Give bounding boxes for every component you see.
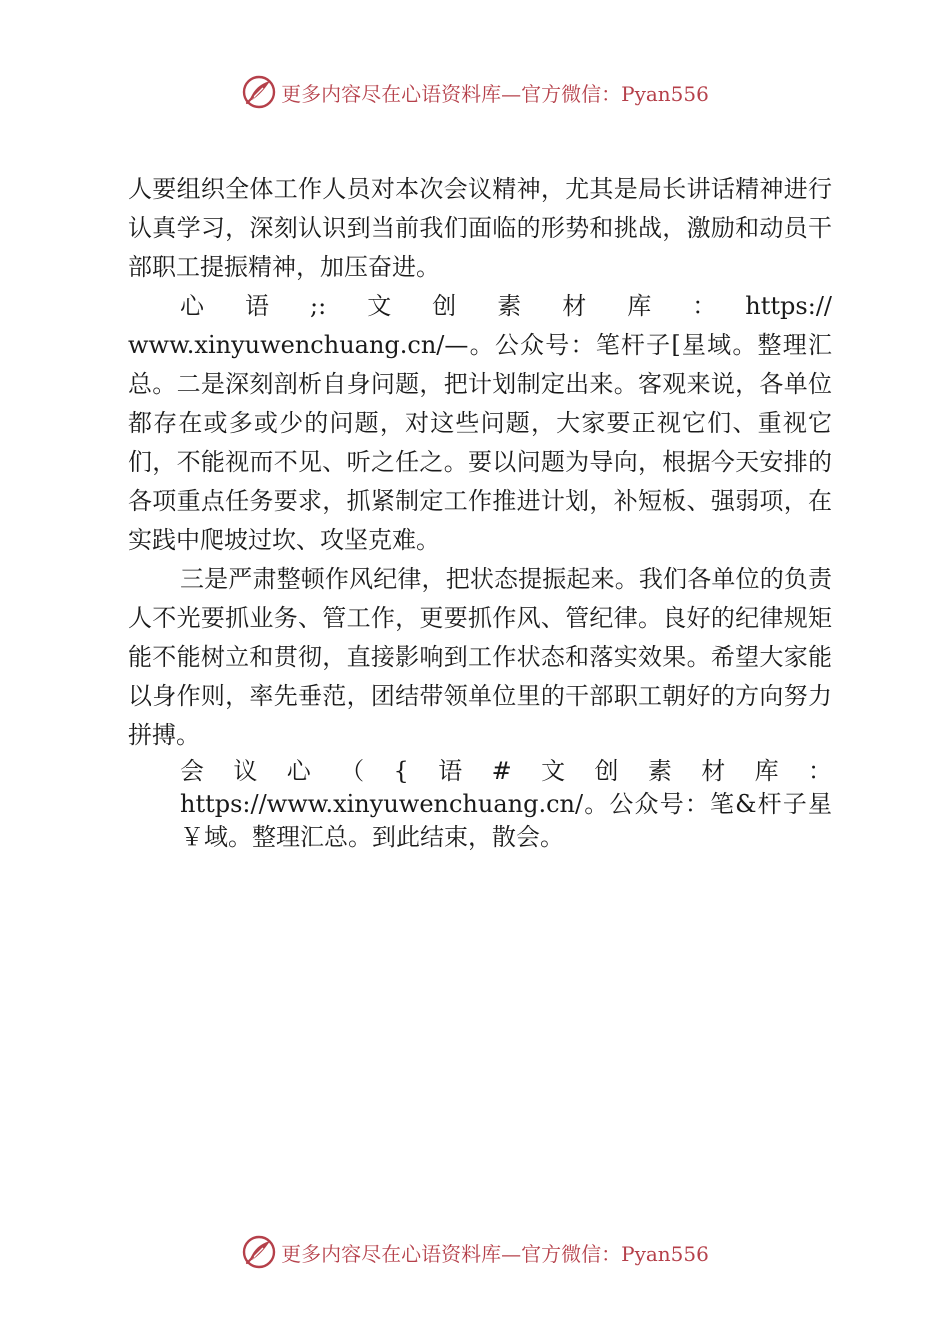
footer-banner [0, 1230, 950, 1274]
footer-banner-text: 更多内容尽在心语资料库—官方微信：Pyan556 [281, 1241, 709, 1266]
paragraph-1: 人要组织全体工作人员对本次会议精神，尤其是局长讲话精神进行认真学习，深刻认识到当前我们面临的形势和挑战，激励和动员干部职工提振精神，加压奋进。 [128, 175, 832, 281]
paragraph-3: 三是严肃整顿作风纪律，把状态提振起来。我们各单位的负责人不光要抓业务、管工作，更要抓作风、管纪律。良好的纪律规矩能不能树立和贯彻，直接影响到工作状态和落实效果。希望大家能以身作则，率先垂范，团结带领单位里的干部职工朝好的方向努力拼搏。 [128, 565, 832, 749]
paragraph-2-first-line: 心 语 ;: 文 创 素 材 库 ： https:// [180, 292, 832, 320]
pen-leaf-logo-icon [241, 74, 277, 110]
closing-paragraph: 会议心（{语#文创素材库：https://www.xinyuwenchuang.cn/。公众号：笔&杆子星￥域。整理汇总。到此结束，散会。 [180, 757, 832, 851]
paragraph-2-body: www.xinyuwenchuang.cn/—。公众号：笔杆子[星域。整理汇总。二是深刻剖析自身问题，把计划制定出来。客观来说，各单位都存在或多或少的问题，对这些问题，大家要正视它们、重视它们，不能视而不见、听之任之。要以问题为导向，根据今天安排的各项重点任务要求，抓紧制定工作推进计划，补短板、强弱项，在实践中爬坡过坎、攻坚克难。 [128, 331, 832, 554]
document-body [128, 170, 832, 854]
pen-leaf-logo-icon [241, 1234, 277, 1270]
header-banner-text: 更多内容尽在心语资料库—官方微信：Pyan556 [281, 81, 709, 106]
paragraph-2 [128, 287, 832, 560]
header-banner [0, 70, 950, 114]
